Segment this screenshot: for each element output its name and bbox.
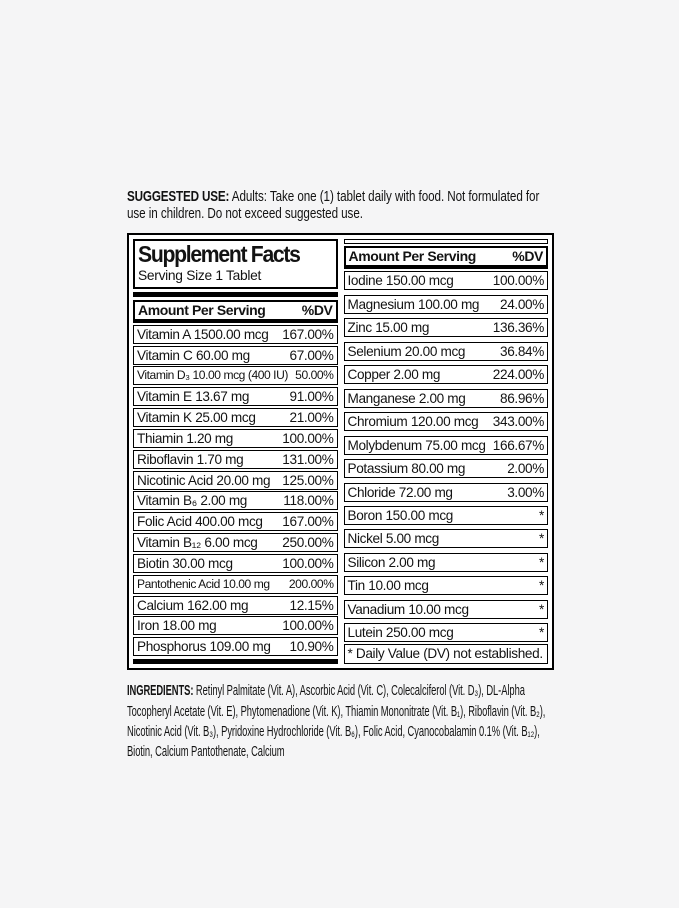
nutrient-row	[344, 365, 549, 384]
supplement-facts-panel	[127, 233, 554, 670]
right-table-header	[344, 246, 549, 269]
title-box	[133, 239, 338, 288]
dv-header: %DV	[301, 301, 333, 318]
nutrient-label: Calcium 162.00 mg	[137, 597, 249, 613]
nutrient-row	[133, 366, 338, 385]
nutrient-dv-value: 131.00%	[282, 451, 334, 467]
nutrient-label: Vitamin A 1500.00 mcg	[137, 326, 269, 342]
nutrient-dv-value: 100.00%	[492, 273, 544, 289]
nutrient-dv-value: 118.00%	[283, 493, 334, 509]
nutrient-label: Copper 2.00 mg	[347, 367, 441, 383]
nutrient-row	[344, 436, 549, 455]
ingredients-text: Retinyl Palmitate (Vit. A), Ascorbic Acid (Vit. C), Colecalciferol (Vit. D₃), DL-Alpha Tocopheryl Acetate (Vit. E), Phytomenadione (Vit. K), Thiamin Mononitrate (Vit. B₁), Riboflavin (Vit. B₂), Nicotinic Acid (Vit. B₃), Pyridoxine Hydrochloride (Vit. B₆), Folic Acid, Cyanocobalamin 0.1% (Vit. B₁₂), Biotin, Calcium Pantothenate, Calcium	[127, 683, 546, 760]
nutrient-row	[133, 616, 338, 635]
heavy-rule-bottom	[133, 659, 338, 664]
nutrient-dv-value: *	[539, 625, 544, 641]
dv-footnote: * Daily Value (DV) not established.	[344, 644, 549, 664]
nutrient-label: Selenium 20.00 mcg	[347, 343, 466, 359]
nutrient-row	[133, 471, 338, 490]
nutrient-dv-value: *	[539, 554, 544, 570]
nutrient-label: Nicotinic Acid 20.00 mg	[137, 472, 271, 488]
nutrient-label: Biotin 30.00 mcg	[137, 555, 233, 571]
nutrient-row	[133, 346, 338, 365]
supplement-facts-title: Supplement Facts	[138, 241, 300, 268]
nutrient-row	[344, 600, 549, 619]
nutrient-label: Chromium 120.00 mcg	[347, 414, 479, 430]
nutrient-dv-value: 10.90%	[289, 639, 334, 655]
nutrient-row	[133, 450, 338, 469]
nutrient-label: Molybdenum 75.00 mcg	[347, 437, 486, 453]
nutrient-row	[133, 325, 338, 344]
nutrient-row	[344, 389, 549, 408]
dv-header: %DV	[512, 248, 543, 265]
nutrient-row	[344, 318, 549, 337]
nutrient-label: Iodine 150.00 mcg	[347, 273, 454, 289]
nutrient-dv-value: 200.00%	[288, 576, 334, 591]
ingredients-paragraph	[127, 681, 554, 762]
nutrient-row	[133, 575, 338, 594]
serving-size: Serving Size 1 Tablet	[138, 268, 262, 284]
nutrient-label: Tin 10.00 mcg	[347, 578, 429, 594]
ingredients-heading: INGREDIENTS:	[127, 683, 194, 700]
nutrient-row	[344, 271, 549, 290]
left-nutrient-rows	[133, 325, 338, 657]
nutrient-dv-value: 24.00%	[499, 296, 544, 312]
nutrient-dv-value: *	[539, 578, 544, 594]
nutrient-label: Folic Acid 400.00 mcg	[137, 514, 263, 530]
nutrient-dv-value: 50.00%	[295, 368, 334, 383]
nutrient-label: Manganese 2.00 mg	[347, 390, 466, 406]
nutrient-row	[344, 342, 549, 361]
nutrient-label: Lutein 250.00 mcg	[347, 625, 454, 641]
nutrient-row	[133, 637, 338, 656]
nutrient-row	[133, 429, 338, 448]
nutrient-row	[133, 491, 338, 510]
suggested-use-paragraph	[127, 189, 554, 223]
nutrient-row	[344, 412, 549, 431]
nutrient-label: Nickel 5.00 mcg	[347, 531, 439, 547]
nutrient-dv-value: 167.00%	[282, 326, 334, 342]
nutrient-label: Zinc 15.00 mg	[347, 320, 430, 336]
nutrient-label: Iron 18.00 mg	[137, 618, 217, 634]
nutrient-label: Thiamin 1.20 mg	[137, 430, 233, 446]
nutrient-dv-value: *	[539, 507, 544, 523]
nutrient-label: Vitamin K 25.00 mcg	[137, 410, 256, 426]
nutrient-row	[344, 623, 549, 642]
heavy-rule	[133, 292, 338, 297]
nutrient-label: Silicon 2.00 mg	[347, 554, 436, 570]
nutrient-dv-value: 343.00%	[492, 414, 544, 430]
nutrient-row	[133, 408, 338, 427]
nutrient-row	[344, 529, 549, 548]
amount-per-serving-header: Amount Per Serving	[348, 248, 476, 265]
nutrient-label: Vitamin D₃ 10.00 mcg (400 IU)	[137, 368, 288, 383]
label-document	[127, 189, 554, 762]
suggested-use-heading: SUGGESTED USE:	[127, 189, 230, 205]
nutrient-dv-value: *	[539, 531, 544, 547]
amount-per-serving-header: Amount Per Serving	[138, 301, 266, 318]
nutrient-row	[344, 295, 549, 314]
top-strip	[344, 239, 549, 244]
nutrient-dv-value: 100.00%	[282, 555, 334, 571]
nutrient-label: Riboflavin 1.70 mg	[137, 451, 244, 467]
nutrient-row	[133, 533, 338, 552]
nutrient-row	[344, 506, 549, 525]
nutrient-label: Vitamin B₁₂ 6.00 mcg	[137, 535, 258, 551]
nutrient-row	[133, 387, 338, 406]
nutrient-label: Magnesium 100.00 mg	[347, 296, 480, 312]
left-column	[133, 239, 338, 664]
right-column	[344, 239, 549, 664]
right-nutrient-rows	[344, 271, 549, 642]
nutrient-dv-value: 36.84%	[499, 343, 544, 359]
nutrient-label: Potassium 80.00 mg	[347, 461, 466, 477]
nutrient-label: Vitamin E 13.67 mg	[137, 389, 250, 405]
nutrient-label: Vitamin B₆ 2.00 mg	[137, 493, 248, 509]
nutrient-label: Phosphorus 109.00 mg	[137, 639, 271, 655]
nutrient-dv-value: 21.00%	[289, 410, 334, 426]
nutrient-dv-value: 166.67%	[492, 437, 544, 453]
nutrient-dv-value: 250.00%	[282, 535, 334, 551]
nutrient-row	[344, 553, 549, 572]
nutrient-row	[344, 483, 549, 502]
left-table-header	[133, 300, 338, 323]
nutrient-dv-value: 125.00%	[282, 472, 334, 488]
nutrient-label: Pantothenic Acid 10.00 mg	[137, 576, 270, 591]
nutrient-dv-value: 67.00%	[289, 347, 334, 363]
nutrient-dv-value: 167.00%	[282, 514, 334, 530]
nutrient-dv-value: 12.15%	[289, 597, 334, 613]
nutrient-row	[344, 459, 549, 478]
nutrient-row	[133, 596, 338, 615]
nutrient-row	[344, 576, 549, 595]
nutrient-label: Vanadium 10.00 mcg	[347, 601, 469, 617]
nutrient-dv-value: 100.00%	[282, 618, 334, 634]
nutrient-dv-value: *	[539, 601, 544, 617]
nutrient-dv-value: 136.36%	[492, 320, 544, 336]
nutrient-label: Chloride 72.00 mg	[347, 484, 453, 500]
suggested-use-text: Adults: Take one (1) tablet daily with food. Not formulated for use in children. Do not exceed suggested use.	[127, 189, 540, 223]
nutrient-dv-value: 100.00%	[282, 430, 334, 446]
nutrient-row	[133, 554, 338, 573]
nutrient-label: Vitamin C 60.00 mg	[137, 347, 250, 363]
nutrient-label: Boron 150.00 mcg	[347, 507, 453, 523]
nutrient-dv-value: 2.00%	[507, 461, 544, 477]
nutrient-dv-value: 224.00%	[492, 367, 544, 383]
nutrient-dv-value: 3.00%	[507, 484, 544, 500]
nutrient-dv-value: 86.96%	[499, 390, 544, 406]
nutrient-row	[133, 512, 338, 531]
nutrient-dv-value: 91.00%	[289, 389, 334, 405]
